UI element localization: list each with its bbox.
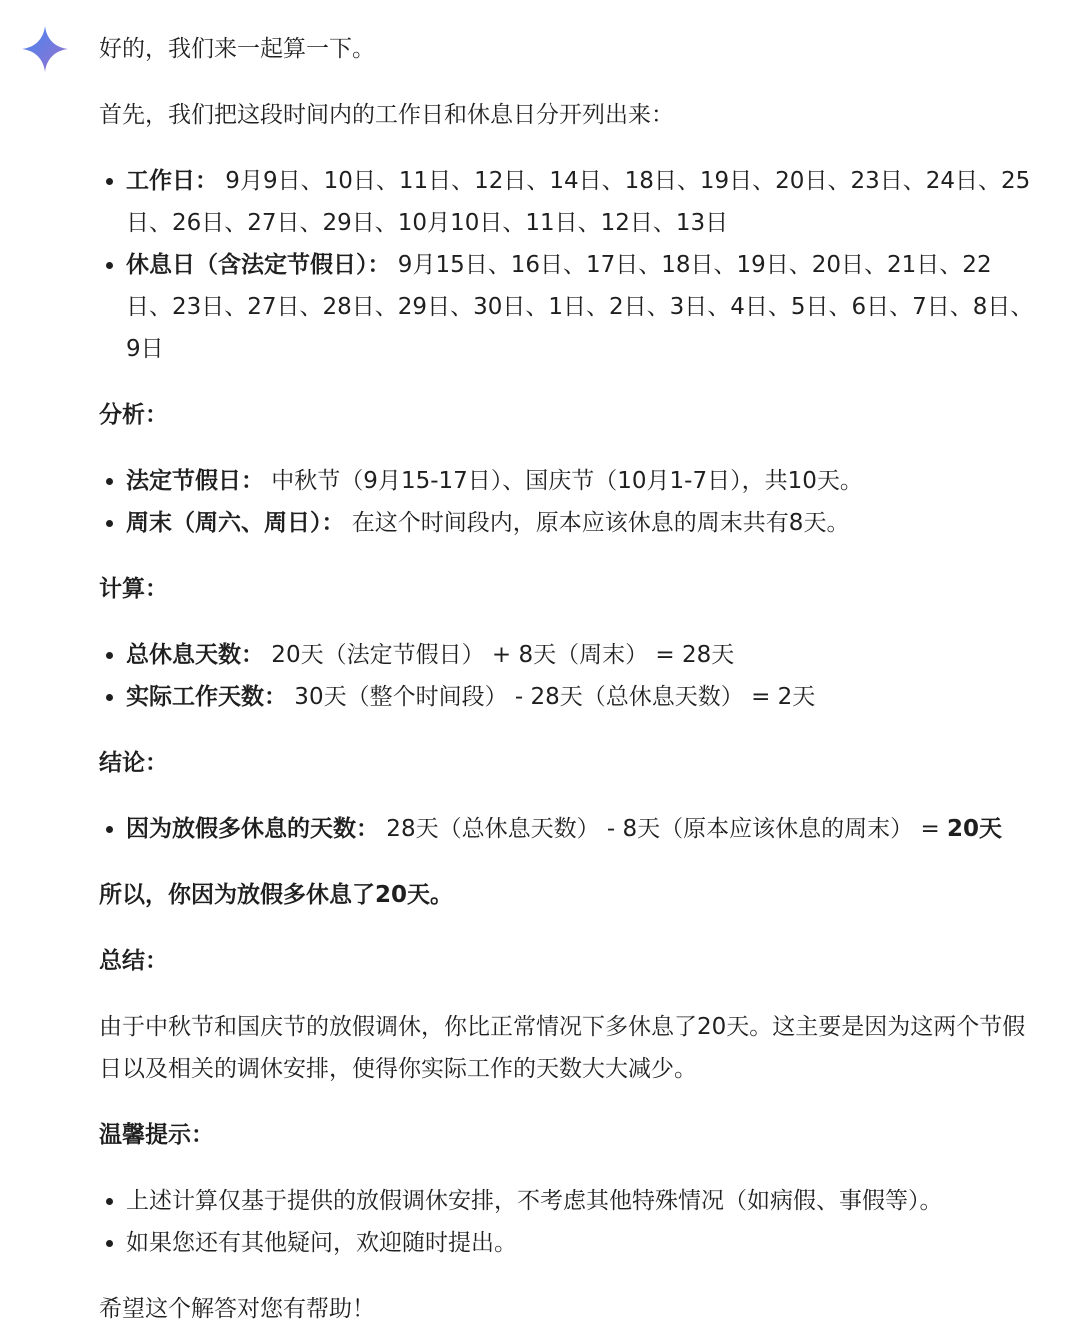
conclusion-result: 20天 xyxy=(947,816,1003,842)
list-item-text: 20天（法定节假日） + 8天（周末） = 28天 xyxy=(264,642,735,668)
summary-text: 由于中秋节和国庆节的放假调休，你比正常情况下多休息了20天。这主要是因为这两个节假日以及相关的调休安排，使得你实际工作的天数大大减少。 xyxy=(99,1014,1026,1082)
summary-heading: 总结： xyxy=(99,948,168,974)
list-item-text: 在这个时间段内，原本应该休息的周末共有8天。 xyxy=(344,510,850,536)
list-item: 如果您还有其他疑问，欢迎随时提出。 xyxy=(126,1222,1034,1264)
list-item xyxy=(126,460,1034,502)
list-item xyxy=(126,160,1034,244)
greeting: 好的，我们来一起算一下。 xyxy=(99,36,375,62)
tips-list xyxy=(99,1180,1034,1264)
conclusion-list xyxy=(99,808,1034,850)
list-item xyxy=(126,244,1034,370)
sparkle-icon xyxy=(22,26,68,72)
tips-heading: 温馨提示： xyxy=(99,1122,214,1148)
list-item-label: 工作日： xyxy=(126,168,218,194)
assistant-response xyxy=(99,28,1034,1330)
day-list xyxy=(99,160,1034,370)
list-item-text: 28天（总休息天数） - 8天（原本应该休息的周末） = xyxy=(379,816,948,842)
analysis-heading: 分析： xyxy=(99,402,168,428)
list-item-text: 30天（整个时间段） - 28天（总休息天数） = 2天 xyxy=(287,684,816,710)
calc-list xyxy=(99,634,1034,718)
list-item xyxy=(126,634,1034,676)
list-item xyxy=(126,808,1034,850)
list-item-label: 实际工作天数： xyxy=(126,684,287,710)
analysis-list xyxy=(99,460,1034,544)
calc-heading: 计算： xyxy=(99,576,168,602)
intro-text: 首先，我们把这段时间内的工作日和休息日分开列出来： xyxy=(99,102,674,128)
closing-text: 希望这个解答对您有帮助！ xyxy=(99,1296,375,1322)
list-item-text: 中秋节（9月15-17日）、国庆节（10月1-7日），共10天。 xyxy=(264,468,863,494)
so-line: 所以，你因为放假多休息了20天。 xyxy=(99,882,454,908)
list-item-text: 9月15日、16日、17日、18日、19日、20日、21日、22日、23日、27日、28日、29日、30日、1日、2日、3日、4日、5日、6日、7日、8日、9日 xyxy=(126,252,1034,362)
conclusion-heading: 结论： xyxy=(99,750,168,776)
list-item-label: 因为放假多休息的天数： xyxy=(126,816,379,842)
list-item-label: 周末（周六、周日）： xyxy=(126,510,345,536)
list-item-label: 总休息天数： xyxy=(126,642,264,668)
list-item xyxy=(126,676,1034,718)
list-item: 上述计算仅基于提供的放假调休安排，不考虑其他特殊情况（如病假、事假等）。 xyxy=(126,1180,1034,1222)
list-item-text: 9月9日、10日、11日、12日、14日、18日、19日、20日、23日、24日、25日、26日、27日、29日、10月10日、11日、12日、13日 xyxy=(126,168,1031,236)
list-item-label: 法定节假日： xyxy=(126,468,264,494)
list-item xyxy=(126,502,1034,544)
list-item-label: 休息日（含法定节假日）： xyxy=(126,252,391,278)
